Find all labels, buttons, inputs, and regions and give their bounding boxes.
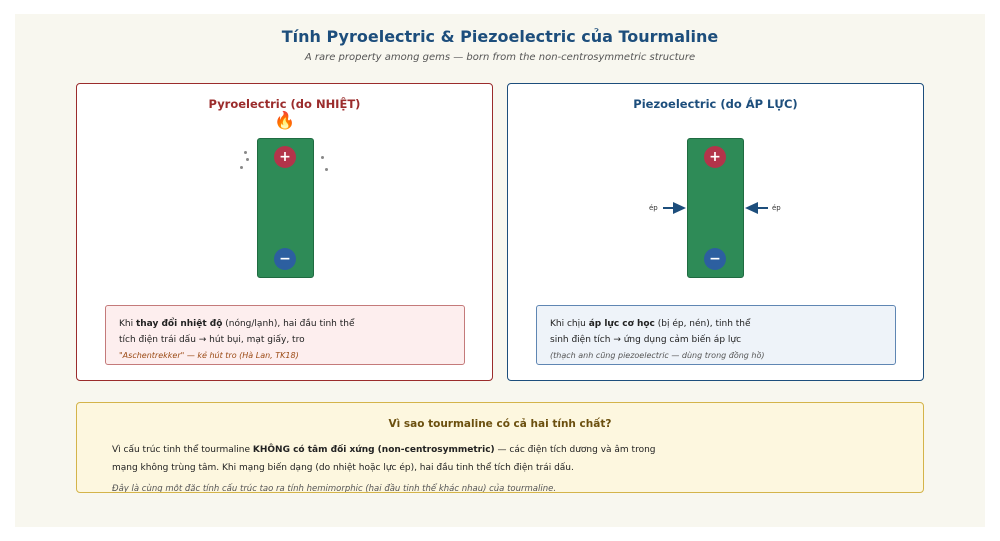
piezo-info-line-1: Khi chịu áp lực cơ học (bị ép, nén), tinh thể	[550, 319, 751, 329]
press-label-right: ép	[772, 204, 781, 212]
dust-particle	[325, 168, 328, 171]
pyroelectric-title: Pyroelectric (do NHIỆT)	[208, 97, 361, 111]
explanation-box	[76, 402, 924, 493]
explanation-line-2: mạng không trùng tâm. Khi mạng biến dạng (do nhiệt hoặc lực ép), hai đầu tinh thể tích điện trái dấu.	[112, 463, 574, 473]
dust-particle	[240, 166, 243, 169]
flame-icon: 🔥	[274, 111, 296, 131]
explanation-title: Vì sao tourmaline có cả hai tính chất?	[388, 418, 612, 430]
tourmaline-crystal	[257, 138, 314, 278]
tourmaline-crystal	[687, 138, 744, 278]
pyro-info-line-1: Khi thay đổi nhiệt độ (nóng/lạnh), hai đầu tinh thể	[119, 319, 355, 329]
page-subtitle: A rare property among gems — born from the non-centrosymmetric structure	[304, 52, 696, 63]
pyroelectric-panel	[76, 83, 493, 381]
pyroelectric-info-box	[105, 305, 465, 365]
page-title: Tính Pyroelectric & Piezoelectric của Tourmaline	[281, 27, 719, 46]
positive-pole: +	[274, 146, 296, 168]
piezoelectric-info-box	[536, 305, 896, 365]
dust-particle	[244, 151, 247, 154]
dust-particle	[246, 158, 249, 161]
piezoelectric-panel	[507, 83, 924, 381]
explanation-note: Đây là cùng một đặc tính cấu trúc tạo ra tính hemimorphic (hai đầu tinh thể khác nhau) của tourmaline.	[112, 484, 557, 493]
piezoelectric-title: Piezoelectric (do ÁP LỰC)	[633, 97, 798, 111]
pyro-info-line-2: tích điện trái dấu → hút bụi, mạt giấy, tro	[119, 335, 305, 345]
press-arrow-right-icon	[663, 200, 687, 216]
positive-pole: +	[704, 146, 726, 168]
press-arrow-left-icon	[744, 200, 768, 216]
piezo-info-note: (thạch anh cũng piezoelectric — dùng trong đồng hồ)	[550, 351, 765, 360]
pyro-info-note: "Aschentrekker" — kẻ hút tro (Hà Lan, TK18)	[119, 351, 299, 360]
piezo-info-line-2: sinh điện tích → ứng dụng cảm biến áp lực	[550, 335, 742, 345]
dust-particle	[321, 156, 324, 159]
negative-pole: −	[274, 248, 296, 270]
press-label-left: ép	[649, 204, 658, 212]
negative-pole: −	[704, 248, 726, 270]
explanation-line-1: Vì cấu trúc tinh thể tourmaline KHÔNG có tâm đối xứng (non-centrosymmetric) — các điện tích dương và âm trong	[112, 445, 656, 455]
